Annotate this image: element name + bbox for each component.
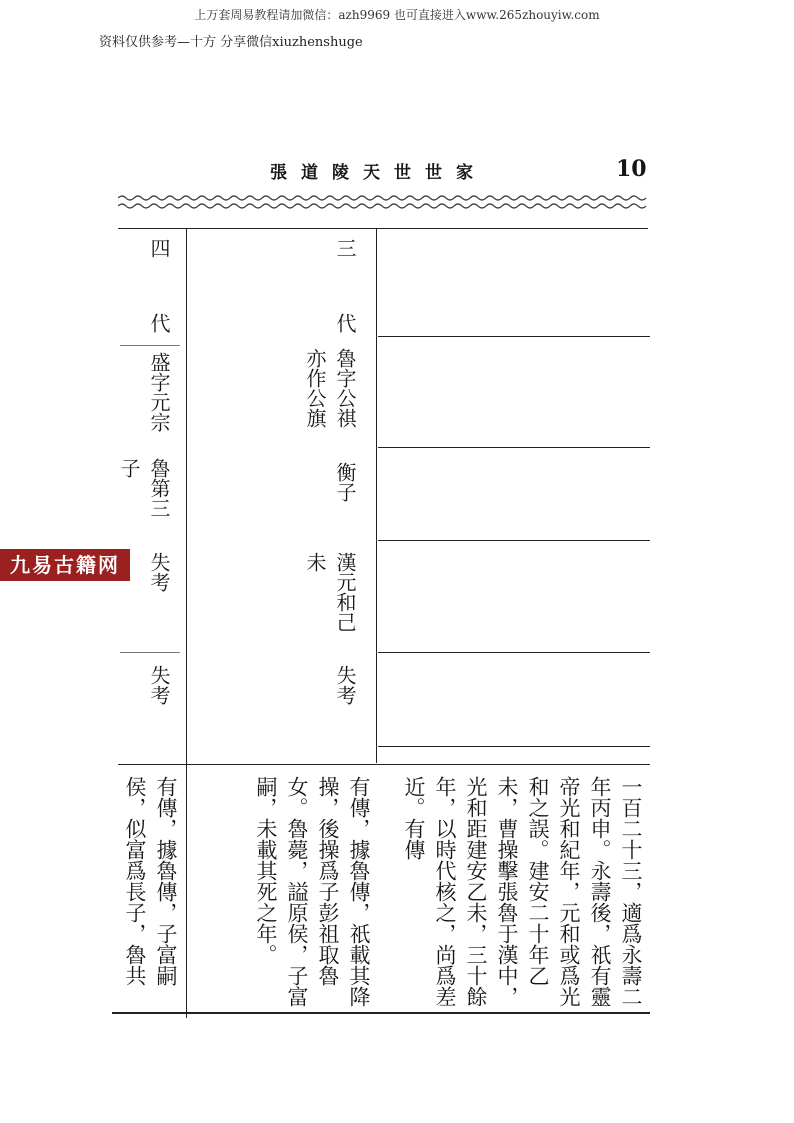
row-divider-7 [378, 746, 650, 747]
fourth-generation-relation-tail: 子 [117, 458, 141, 478]
table-mid-rule [118, 764, 650, 765]
row-divider-5 [378, 652, 650, 653]
third-generation-label: 三代 [333, 238, 357, 333]
fourth-generation-unknown-1: 失考 [147, 552, 171, 592]
fourth-generation-unknown-2: 失考 [147, 665, 171, 705]
annotation-note: 一百二十三，適爲永壽二年丙申。永壽後，祇有靈帝光和紀年，元和或爲光和之誤。建安二十年乙未，曹操擊張魯于漢中，光和距建安乙未，三十餘年，以時代核之，尚爲差近。有傳 [402, 776, 643, 1007]
row-divider-6 [120, 652, 180, 653]
page-number: 10 [616, 156, 647, 182]
fourth-generation-label: 四代 [147, 238, 171, 333]
row-divider-1 [378, 336, 650, 337]
share-note: 资料仅供参考—十方 分享微信xiuzhenshuge [99, 35, 363, 50]
third-generation-note: 有傳，據魯傳，祇載其降操，後操爲子彭祖取魯女。魯薨，謚原侯，子富嗣，未載其死之年。 [254, 776, 371, 1007]
third-generation-death: 失考 [333, 665, 357, 705]
column-divider-middle [376, 228, 377, 763]
third-generation-name: 魯字公祺 [333, 348, 357, 428]
header-rule [118, 190, 648, 214]
fourth-generation-name: 盛字元宗 [147, 352, 171, 432]
third-generation-birth: 漢元和己 [333, 552, 357, 632]
third-generation-alias: 亦作公旗 [303, 348, 327, 428]
fourth-generation-relation: 魯第三 [147, 458, 171, 518]
column-divider-left [186, 228, 187, 1018]
row-divider-4 [378, 540, 650, 541]
third-generation-birth-tail: 未 [303, 552, 327, 572]
row-divider-3 [378, 447, 650, 448]
page-header-title: 張道陵天世世家 [270, 163, 487, 183]
table-top-rule [118, 228, 648, 229]
top-notice: 上万套周易教程请加微信：azh9969 也可直接进入www.265zhouyiw.com [194, 8, 600, 22]
fourth-generation-note: 有傳，據魯傳，子富嗣侯，似富爲長子，魯共 [123, 776, 178, 986]
third-generation-relation: 衡子 [333, 462, 357, 502]
row-divider-2 [120, 345, 180, 346]
watermark-stamp: 九易古籍网 [0, 549, 130, 581]
